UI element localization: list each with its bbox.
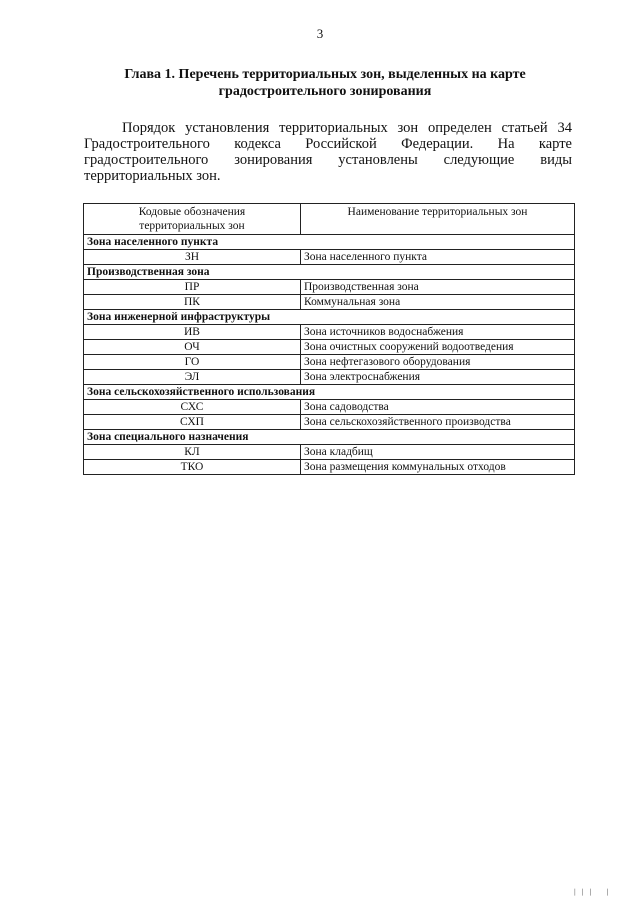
zone-code: ПР: [84, 280, 301, 295]
table-row: [84, 250, 575, 265]
zone-code: ТКО: [84, 460, 301, 475]
group-title: Зона специального назначения: [84, 430, 575, 445]
zone-code: ОЧ: [84, 340, 301, 355]
table-row: [84, 445, 575, 460]
intro-paragraph: [84, 120, 572, 184]
zone-code: ПК: [84, 295, 301, 310]
zone-name: Производственная зона: [301, 280, 575, 295]
zone-code: ЗН: [84, 250, 301, 265]
table-row: [84, 355, 575, 370]
table-row: [84, 280, 575, 295]
intro-line-1: Порядок установления территориальных зон определен статьей 34: [122, 120, 572, 136]
group-title: Зона инженерной инфраструктуры: [84, 310, 575, 325]
zone-name: Зона электроснабжения: [301, 370, 575, 385]
header-name: Наименование территориальных зон: [301, 204, 575, 235]
zone-name: Зона сельскохозяйственного производства: [301, 415, 575, 430]
table-row: [84, 340, 575, 355]
scan-artifact: ❘❘❘ ❘: [572, 889, 613, 896]
header-code-line-2: территориальных зон: [139, 220, 245, 232]
table-row: [84, 295, 575, 310]
group-title: Зона населенного пункта: [84, 235, 575, 250]
chapter-heading: [80, 66, 570, 100]
table-row: [84, 460, 575, 475]
table-row: [84, 400, 575, 415]
group-title: Производственная зона: [84, 265, 575, 280]
zone-code: СХП: [84, 415, 301, 430]
zones-table-body: [84, 235, 575, 475]
zone-name: Зона размещения коммунальных отходов: [301, 460, 575, 475]
header-code-line-1: Кодовые обозначения: [138, 206, 246, 218]
page-number: 3: [316, 26, 324, 41]
chapter-heading-line-1: Глава 1. Перечень территориальных зон, выделенных на карте: [124, 67, 526, 82]
intro-line-2: Градостроительного кодекса Российской Федерации. На карте: [84, 136, 572, 152]
table-row: [84, 415, 575, 430]
table-group-row: [84, 265, 575, 280]
table-group-row: [84, 310, 575, 325]
zone-code: ЭЛ: [84, 370, 301, 385]
zone-code: КЛ: [84, 445, 301, 460]
header-code: [84, 204, 301, 235]
zone-code: ИВ: [84, 325, 301, 340]
table-group-row: [84, 385, 575, 400]
zone-name: Зона садоводства: [301, 400, 575, 415]
group-title: Зона сельскохозяйственного использования: [84, 385, 575, 400]
zone-name: Зона очистных сооружений водоотведения: [301, 340, 575, 355]
zone-code: СХС: [84, 400, 301, 415]
table-header-row: [84, 204, 575, 235]
table-row: [84, 370, 575, 385]
zone-name: Зона населенного пункта: [301, 250, 575, 265]
zone-name: Зона источников водоснабжения: [301, 325, 575, 340]
chapter-heading-line-2: градостроительного зонирования: [218, 84, 432, 99]
zones-table: [83, 203, 575, 475]
zone-name: Зона кладбищ: [301, 445, 575, 460]
table-group-row: [84, 430, 575, 445]
zone-code: ГО: [84, 355, 301, 370]
zone-name: Зона нефтегазового оборудования: [301, 355, 575, 370]
table-group-row: [84, 235, 575, 250]
intro-line-4: территориальных зон.: [84, 168, 221, 184]
intro-line-3: градостроительного зонирования установлены следующие виды: [84, 152, 572, 168]
table-row: [84, 325, 575, 340]
zone-name: Коммунальная зона: [301, 295, 575, 310]
